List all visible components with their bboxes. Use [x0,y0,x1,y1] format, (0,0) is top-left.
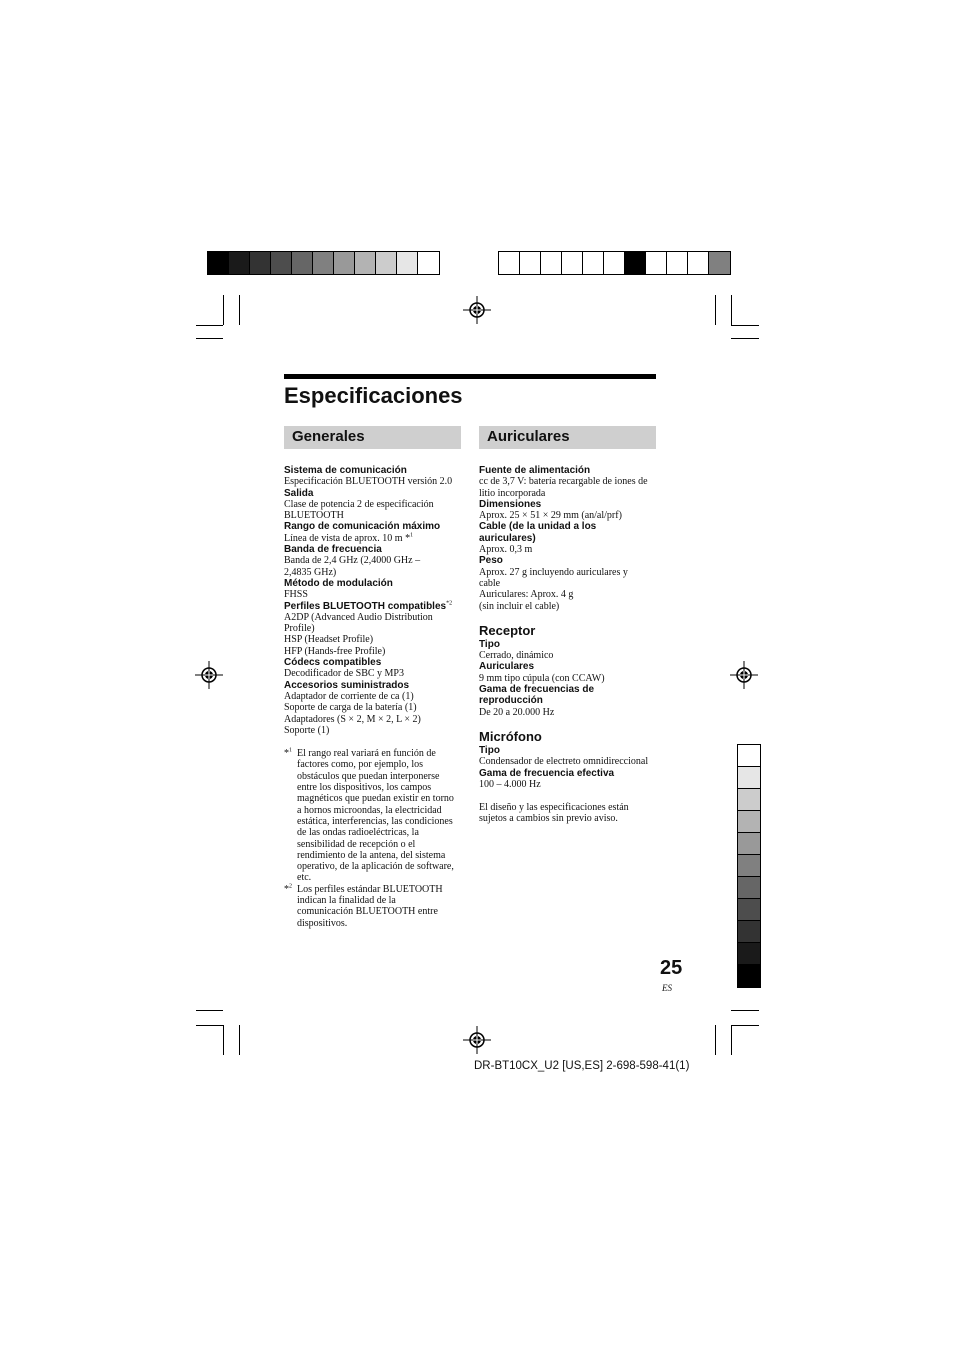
spec-label: reproducción [479,695,543,707]
spec-value: Soporte de carga de la batería (1) [284,702,417,714]
spec-label: auriculares) [479,532,536,544]
section-header-generales [284,426,461,449]
footnote-line: operativo, de la aplicación de software, [297,861,454,873]
color-swatch [208,252,229,274]
tab-swatch [738,943,760,965]
crop-mark [196,1010,223,1011]
footnote-line: magnéticos que puedan existir en torno [297,793,454,805]
spec-value: De 20 a 20.000 Hz [479,706,555,718]
subsection-title: Receptor [479,622,536,638]
page-number: 25 [660,957,683,979]
footnote-marker: 1 [289,747,292,754]
spec-label: Tipo [479,638,500,650]
crop-mark [731,338,759,339]
tab-swatch [738,811,760,833]
color-swatch [520,252,541,274]
spec-item [284,657,469,680]
registration-mark-icon [195,661,223,689]
spec-item [479,521,664,555]
footnote-line: estática, interferencias, las condiciones [297,815,453,827]
spec-value: Adaptadores (S × 2, M × 2, L × 2) [284,713,421,725]
tab-swatch [738,965,760,987]
footnote-line: dispositivos. [297,917,348,929]
color-bar-right [498,251,731,275]
footnote-line: rendimiento de la antena, del sistema [297,849,446,861]
crop-mark [731,1010,759,1011]
page-language: ES [662,983,672,993]
color-swatch [583,252,604,274]
spec-list [479,465,664,612]
spec-list [479,639,664,718]
color-swatch [541,252,562,274]
crop-mark [223,295,224,325]
spec-item [479,745,664,768]
color-swatch [418,252,439,274]
spec-value: Aprox. 25 × 51 × 29 mm (an/al/prf) [479,510,622,522]
registration-mark-icon [730,661,758,689]
color-swatch [688,252,709,274]
footnote-line: entre los dispositivos, los campos [297,782,432,794]
color-swatch [271,252,292,274]
tab-swatch [738,745,760,767]
spec-value: Soporte (1) [284,724,330,736]
crop-mark [239,295,240,325]
spec-value: FHSS [284,589,308,601]
notice-line: El diseño y las especificaciones están [479,802,629,814]
spec-item [479,465,664,499]
tab-swatch [738,899,760,921]
tab-swatch [738,767,760,789]
footnote-line: indican la finalidad de la [297,894,396,906]
footnote-text [297,884,443,929]
color-swatch [562,252,583,274]
crop-mark [223,1025,224,1055]
footnote-marker: *2 [446,600,453,607]
spec-item [479,499,664,522]
spec-label: Auriculares [479,661,535,673]
tab-swatch [738,855,760,877]
spec-value: Banda de 2,4 GHz (2,4000 GHz – [284,555,421,567]
spec-value: Cerrado, dinámico [479,650,554,662]
color-swatch [625,252,646,274]
spec-label: Rango de comunicación máximo [284,521,441,533]
spec-item [284,488,469,522]
color-swatch [646,252,667,274]
spec-item [284,544,469,578]
spec-item [479,661,664,684]
tab-swatch [738,877,760,899]
crop-mark [731,1025,759,1026]
spec-item [479,768,664,791]
title-rule [284,374,656,379]
color-swatch [250,252,271,274]
thumb-tab [737,744,761,988]
color-swatch [667,252,688,274]
footnote-line: comunicación BLUETOOTH entre [297,906,438,918]
spec-item [284,521,469,544]
spec-label: Accesorios suministrados [284,679,410,691]
footnote-line: sensibilidad de recepción o el [297,838,416,850]
color-swatch [313,252,334,274]
footnote-line: a hornos microondas, la electricidad [297,804,442,816]
crop-mark [731,295,732,325]
color-swatch [397,252,418,274]
footnote-line: etc. [297,872,312,884]
auriculares-column [479,465,664,825]
footnote-line: factores como, por ejemplo, los [297,759,424,771]
color-swatch [334,252,355,274]
spec-value: Línea de vista de aprox. 10 m *$^1$ [284,532,414,544]
footnote-marker: 1 [410,532,414,539]
tab-swatch [738,833,760,855]
spec-label: Perfiles BLUETOOTH compatibles$^{*2}$ [284,600,453,612]
footnote [284,884,469,929]
spec-item [479,555,664,611]
crop-mark [731,1025,732,1055]
spec-label: Dimensiones [479,498,542,510]
footnote-line: de las ondas radioeléctricas, la [297,827,419,839]
footnote-line: El rango real variará en función de [297,748,436,760]
page-title: Especificaciones [284,383,463,408]
spec-item [284,465,469,488]
generales-column [284,465,469,929]
crop-mark [239,1025,240,1055]
footnote-mark: *$^1$ [284,747,292,760]
tab-swatch [738,921,760,943]
subsection-title: Micrófono [479,728,542,744]
spec-value: Decodificador de SBC y MP3 [284,668,404,680]
crop-mark [196,338,223,339]
color-swatch [292,252,313,274]
spec-value: HSP (Headset Profile) [284,634,374,646]
color-swatch [229,252,250,274]
spec-label: Fuente de alimentación [479,465,591,476]
spec-value: cc de 3,7 V: batería recargable de iones de [479,476,648,488]
footer-code: DR-BT10CX_U2 [US,ES] 2-698-598-41(1) [474,1060,690,1072]
spec-label: Cable (de la unidad a los [479,521,597,533]
section-title: Generales [292,428,365,445]
spec-value: Condensador de electreto omnidireccional [479,756,649,768]
spec-label: Códecs compatibles [284,657,382,669]
spec-list [479,745,664,790]
spec-label: Gama de frecuencia efectiva [479,767,615,779]
footnote-marker: 2 [289,883,292,890]
spec-value: Aprox. 27 g incluyendo auriculares y [479,566,628,578]
section-title: Auriculares [487,428,570,445]
spec-value: Adaptador de corriente de ca (1) [284,690,414,702]
crop-mark [196,325,223,326]
crop-mark [731,325,759,326]
spec-label: Método de modulación [284,577,393,589]
spec-value: HFP (Hands-free Profile) [284,645,386,657]
spec-value: Especificación BLUETOOTH versión 2.0 [284,476,453,488]
footnote-line: obstáculos que puedan interponerse [297,770,440,782]
registration-mark-icon [463,1026,491,1054]
color-swatch [376,252,397,274]
footnote [284,748,469,884]
notice-line: sujetos a cambios sin previo aviso. [479,813,618,825]
spec-value: (sin incluir el cable) [479,600,560,612]
spec-value: Profile) [284,623,315,635]
spec-item [284,601,469,657]
spec-label: Peso [479,555,503,567]
color-swatch [604,252,625,274]
tab-swatch [738,789,760,811]
color-swatch [709,252,730,274]
crop-mark [196,1025,223,1026]
crop-mark [715,1025,716,1055]
spec-item [284,680,469,736]
spec-value: 100 – 4.000 Hz [479,778,541,790]
color-bar-left [207,251,440,275]
spec-label: Sistema de comunicación [284,465,407,476]
color-swatch [355,252,376,274]
spec-value: cable [479,577,501,589]
section-header-auriculares [479,426,656,449]
spec-value: Auriculares: Aprox. 4 g [479,589,574,601]
spec-value: Aprox. 0,3 m [479,544,533,556]
spec-value: litio incorporada [479,487,546,499]
spec-label: Gama de frecuencias de [479,684,595,696]
spec-item [284,578,469,601]
footnote-text [297,748,454,884]
spec-item [479,684,664,718]
color-swatch [499,252,520,274]
notice-text [479,802,664,825]
spec-value: 2,4835 GHz) [284,566,337,578]
spec-label: Banda de frecuencia [284,544,382,556]
footnotes [284,748,469,929]
spec-value: A2DP (Advanced Audio Distribution [284,611,433,623]
spec-list [284,465,469,736]
spec-item [479,639,664,662]
spec-label: Tipo [479,744,500,756]
footnote-line: Los perfiles estándar BLUETOOTH [297,883,443,895]
spec-value: BLUETOOTH [284,510,344,522]
registration-mark-icon [463,296,491,324]
footnote-mark: *$^2$ [284,883,292,895]
spec-label: Salida [284,487,314,499]
crop-mark [715,295,716,325]
spec-value: Clase de potencia 2 de especificación [284,498,434,510]
spec-value: 9 mm tipo cúpula (con CCAW) [479,672,605,684]
